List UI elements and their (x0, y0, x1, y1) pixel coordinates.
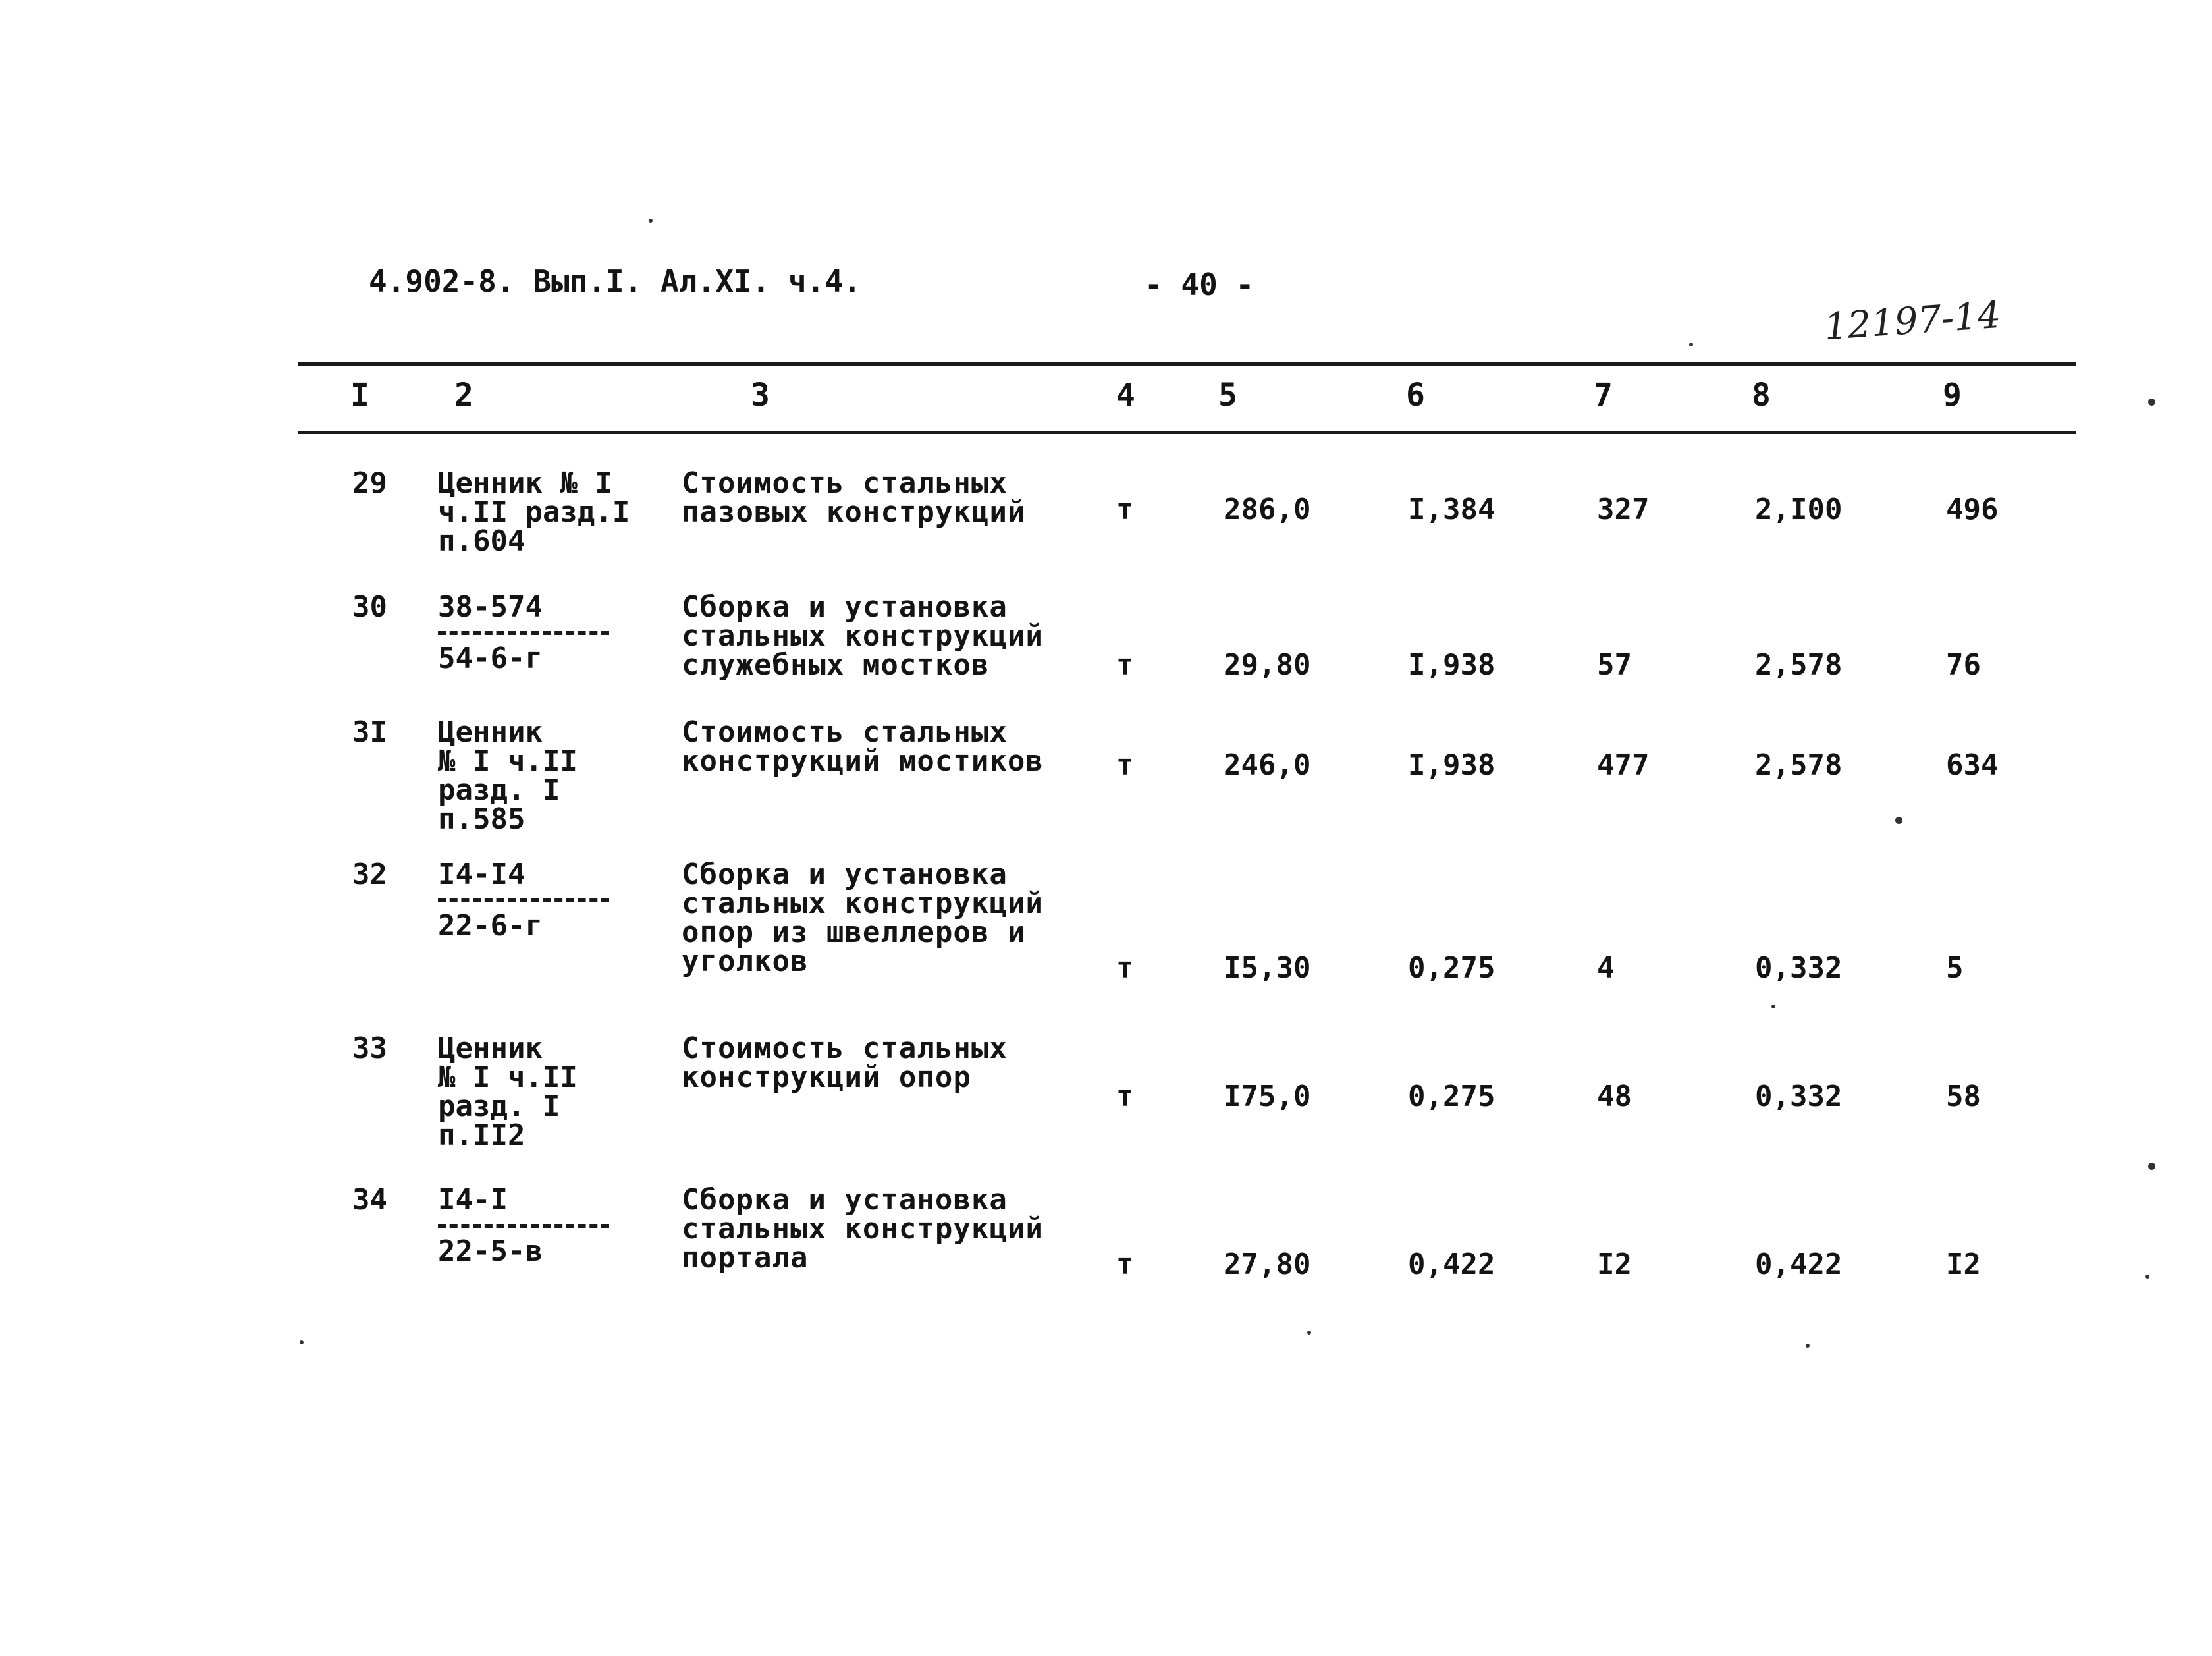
quantity-value: I75,0 (1224, 1080, 1311, 1113)
handwritten-number: 12197-14 (1823, 293, 2003, 349)
page-number: - 40 - (1145, 267, 1254, 302)
column-header-4: 4 (1116, 377, 1135, 414)
column9-value: 496 (1946, 493, 1999, 526)
reference-denominator: 22-5-в (438, 1234, 543, 1268)
column8-value: 0,422 (1755, 1248, 1843, 1281)
column-header-8: 8 (1752, 377, 1771, 414)
quantity-value: 27,80 (1224, 1248, 1311, 1281)
price-reference: Ценник № I ч.II разд. I п.II2 (438, 1032, 578, 1152)
column7-value: 57 (1597, 648, 1632, 682)
scan-speck (2145, 1275, 2149, 1279)
price-reference: Ценник № I ч.II разд. I п.585 (438, 715, 578, 836)
work-description: Стоимость стальных конструкций мостиков (682, 715, 1044, 778)
column9-value: 5 (1946, 951, 1964, 985)
work-description: Сборка и установка стальных конструкций опор из швеллеров и уголков (682, 858, 1044, 978)
price-reference (438, 590, 609, 675)
table-top-rule (298, 362, 2076, 366)
column-header-1: I (350, 377, 369, 414)
scan-speck (1806, 1344, 1810, 1348)
quantity-value: I5,30 (1224, 951, 1311, 985)
column7-value: I2 (1597, 1248, 1632, 1281)
row-number: 3I (352, 715, 387, 749)
work-description: Сборка и установка стальных конструкций портала (682, 1183, 1044, 1275)
column8-value: 0,332 (1755, 951, 1843, 985)
fraction-line (438, 898, 609, 902)
unit-of-measure: т (1116, 1248, 1134, 1281)
scan-speck (1307, 1331, 1311, 1335)
reference-numerator: I4-I (438, 1183, 508, 1217)
column-header-3: 3 (751, 377, 770, 414)
reference-numerator: 38-574 (438, 590, 543, 624)
column7-value: 48 (1597, 1080, 1632, 1113)
row-number: 33 (352, 1032, 387, 1065)
scan-speck (1895, 817, 1902, 824)
coefficient-value: 0,422 (1408, 1248, 1496, 1281)
fraction-line (438, 631, 609, 635)
work-description: Стоимость стальных пазовых конструкций (682, 466, 1026, 529)
column9-value: 58 (1946, 1080, 1981, 1113)
unit-of-measure: т (1116, 951, 1134, 985)
unit-of-measure: т (1116, 748, 1134, 782)
scan-speck (1689, 343, 1693, 346)
scan-speck (300, 1340, 304, 1344)
row-number: 29 (352, 466, 387, 500)
price-reference (438, 1183, 609, 1268)
column9-value: 76 (1946, 648, 1981, 682)
column8-value: 2,I00 (1755, 493, 1843, 526)
column7-value: 4 (1597, 951, 1615, 985)
column-header-9: 9 (1943, 377, 1962, 414)
work-description: Стоимость стальных конструкций опор (682, 1032, 1008, 1094)
unit-of-measure: т (1116, 648, 1134, 682)
scan-speck (2148, 1163, 2155, 1170)
coefficient-value: I,938 (1408, 648, 1496, 682)
column7-value: 477 (1597, 748, 1650, 782)
row-number: 34 (352, 1183, 387, 1217)
scan-speck (2148, 399, 2155, 406)
column9-value: I2 (1946, 1248, 1981, 1281)
column-header-6: 6 (1406, 377, 1425, 414)
coefficient-value: 0,275 (1408, 1080, 1496, 1113)
price-reference (438, 860, 609, 941)
coefficient-value: I,384 (1408, 493, 1496, 526)
unit-of-measure: т (1116, 493, 1134, 526)
column8-value: 2,578 (1755, 648, 1843, 682)
work-description: Сборка и установка стальных конструкций служебных мостков (682, 590, 1044, 682)
column-header-7: 7 (1594, 377, 1613, 414)
column9-value: 634 (1946, 748, 1999, 782)
column-header-2: 2 (454, 377, 473, 414)
price-reference: Ценник № I ч.II разд.I п.604 (438, 466, 630, 558)
column8-value: 0,332 (1755, 1080, 1843, 1113)
fraction-line (438, 1224, 609, 1228)
row-number: 32 (352, 858, 387, 891)
quantity-value: 286,0 (1224, 493, 1311, 526)
scan-speck (1771, 1005, 1775, 1008)
document-code: 4.902-8. Вып.I. Ал.XI. ч.4. (369, 263, 861, 299)
column8-value: 2,578 (1755, 748, 1843, 782)
coefficient-value: 0,275 (1408, 951, 1496, 985)
quantity-value: 246,0 (1224, 748, 1311, 782)
reference-numerator: I4-I4 (438, 858, 526, 891)
table-header-rule (298, 431, 2076, 434)
column7-value: 327 (1597, 493, 1650, 526)
row-number: 30 (352, 590, 387, 624)
reference-denominator: 54-6-г (438, 642, 543, 675)
unit-of-measure: т (1116, 1080, 1134, 1113)
scan-speck (649, 219, 653, 223)
reference-denominator: 22-6-г (438, 909, 543, 943)
column-header-5: 5 (1218, 377, 1237, 414)
quantity-value: 29,80 (1224, 648, 1311, 682)
coefficient-value: I,938 (1408, 748, 1496, 782)
